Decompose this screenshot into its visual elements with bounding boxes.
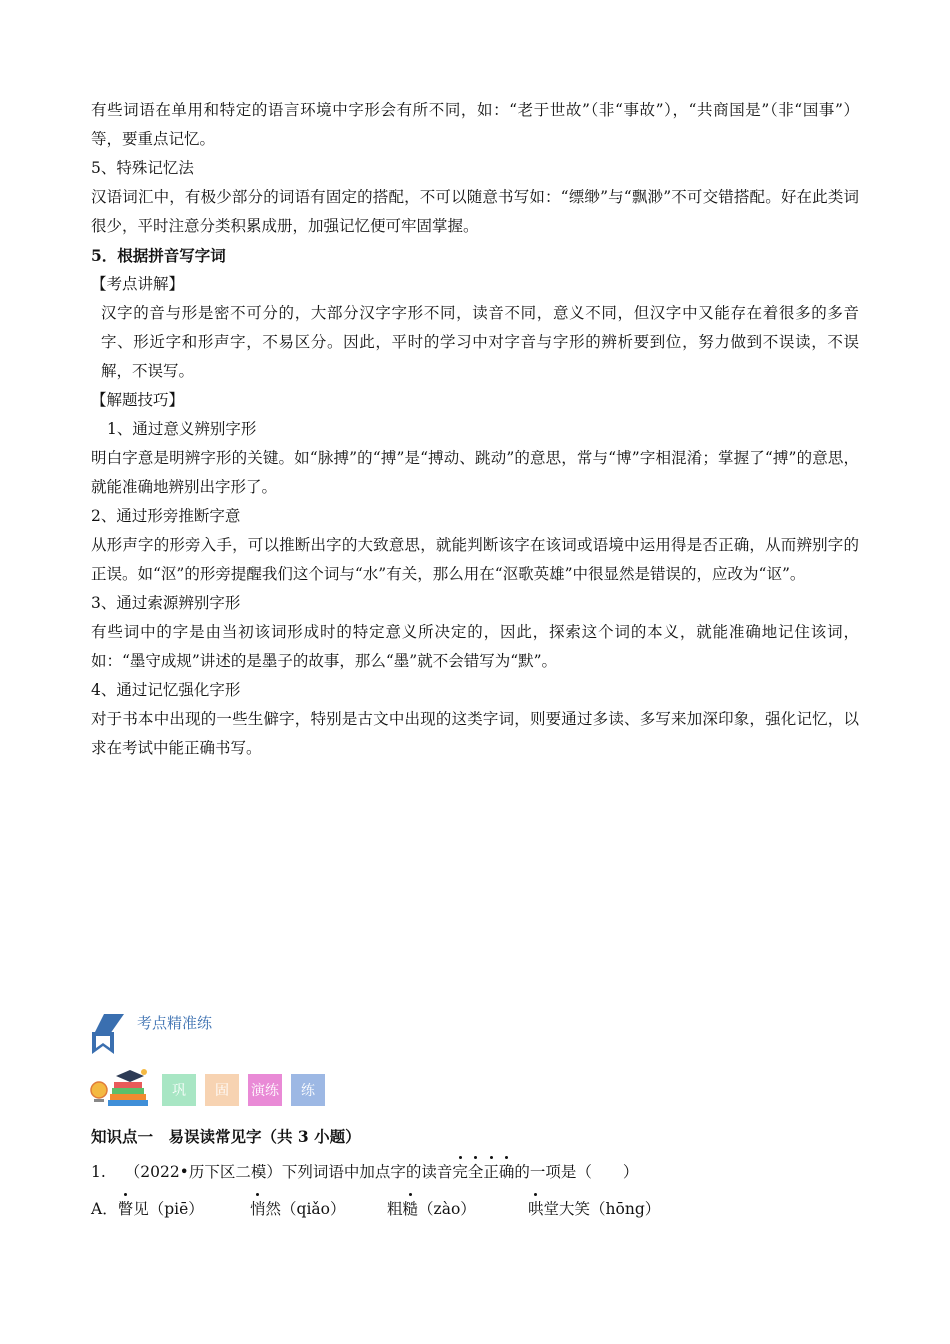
document-body	[91, 96, 859, 763]
question-stem-end: 的一项是（ ）	[514, 1163, 639, 1181]
dotted-char: 糙	[403, 1197, 419, 1219]
dotted-char: 全	[468, 1160, 484, 1182]
tile-practice: 练	[291, 1074, 325, 1106]
tip-heading: 2、通过形旁推断字意	[91, 507, 241, 525]
section-heading: 5．根据拼音写字词	[91, 246, 226, 265]
question-number: 1.	[91, 1163, 106, 1181]
option-prefix: A．	[91, 1200, 118, 1218]
option-word: 粗	[387, 1200, 403, 1218]
option-word: 然	[265, 1200, 282, 1218]
paragraph: 有些词中的字是由当初该词形成时的特定意义所决定的，因此，探索这个词的本义，就能准确地记住该词，如：“墨守成规”讲述的是墨子的故事，那么“墨”就不会错写为“默”。	[91, 623, 859, 670]
answer-options	[91, 1197, 851, 1225]
option-word-4	[528, 1197, 660, 1219]
paragraph: 对于书本中出现的一些生僻字，特别是古文中出现的这类字词，则要通过多读、多写来加深印象，强化记忆，以求在考试中能正确书写。	[91, 710, 859, 757]
dotted-char: 瞥	[118, 1197, 134, 1219]
option-word: （zào）	[418, 1200, 476, 1218]
dotted-char: 确	[499, 1160, 515, 1182]
paragraph: 汉语词汇中，有极少部分的词语有固定的搭配，不可以随意书写如：“缥缈”与“飘渺”不可交错搭配。好在此类词很少，平时注意分类积累成册，加强记忆便可牢固掌握。	[91, 188, 859, 235]
tip-heading: 3、通过索源辨别字形	[91, 594, 241, 612]
heading-special-memory: 5、特殊记忆法	[91, 159, 194, 177]
option-word-3	[387, 1197, 476, 1219]
option-word: （qiǎo）	[281, 1200, 346, 1218]
paragraph: 汉字的音与形是密不可分的，大部分汉字字形不同，读音不同，意义不同，但汉字中又能存在着很多的多音字、形近字和形声字，不易区分。因此，平时的学习中对字音与字形的辨析要到位，努力做到不误读，不误解，不误写。	[101, 304, 859, 380]
section-banner	[84, 1010, 384, 1060]
dotted-char: 悄	[250, 1197, 266, 1219]
question-stem: 下列词语中加点字的读音	[281, 1163, 453, 1181]
question-1	[91, 1160, 638, 1182]
option-word-2	[250, 1197, 345, 1219]
dotted-char: 哄	[528, 1197, 544, 1219]
tile-consolidate-1: 巩	[162, 1074, 196, 1106]
banner-label: 考点精准练	[137, 1014, 213, 1032]
heading-tips: 【解题技巧】	[91, 391, 185, 409]
tip-heading: 4、通过记忆强化字形	[91, 681, 241, 699]
option-a[interactable]	[91, 1197, 204, 1219]
option-word: 堂大笑（hōng）	[543, 1200, 661, 1218]
dotted-char: 完	[452, 1160, 468, 1182]
practice-tiles	[90, 1066, 490, 1110]
option-word: 见（piē）	[133, 1200, 204, 1218]
books-globe-icon	[90, 1066, 156, 1110]
dotted-char: 正	[483, 1160, 499, 1182]
knowledge-point-title: 知识点一 易误读常见字（共 3 小题）	[91, 1127, 361, 1146]
tile-drill: 演练	[248, 1074, 282, 1106]
paragraph: 明白字意是明辨字形的关键。如“脉搏”的“搏”是“搏动、跳动”的意思，常与“博”字相混淆；掌握了“搏”的意思，就能准确地辨别出字形了。	[91, 449, 859, 496]
paragraph: 从形声字的形旁入手，可以推断出字的大致意思，就能判断该字在该词或语境中运用得是否正确，从而辨别字的正误。如“沤”的形旁提醒我们这个词与“水”有关，那么用在“沤歌英雄”中很显然是错误的，应改为“讴”。	[91, 536, 859, 583]
heading-explanation: 【考点讲解】	[91, 275, 185, 293]
tile-consolidate-2: 固	[205, 1074, 239, 1106]
bookmark-pen-icon	[84, 1010, 130, 1056]
tip-heading: 1、通过意义辨别字形	[107, 420, 257, 438]
paragraph: 有些词语在单用和特定的语言环境中字形会有所不同，如：“老于世故”（非“事故”），“共商国是”（非“国事”）等，要重点记忆。	[91, 101, 859, 148]
question-source: （2022•历下区二模）	[124, 1163, 282, 1181]
